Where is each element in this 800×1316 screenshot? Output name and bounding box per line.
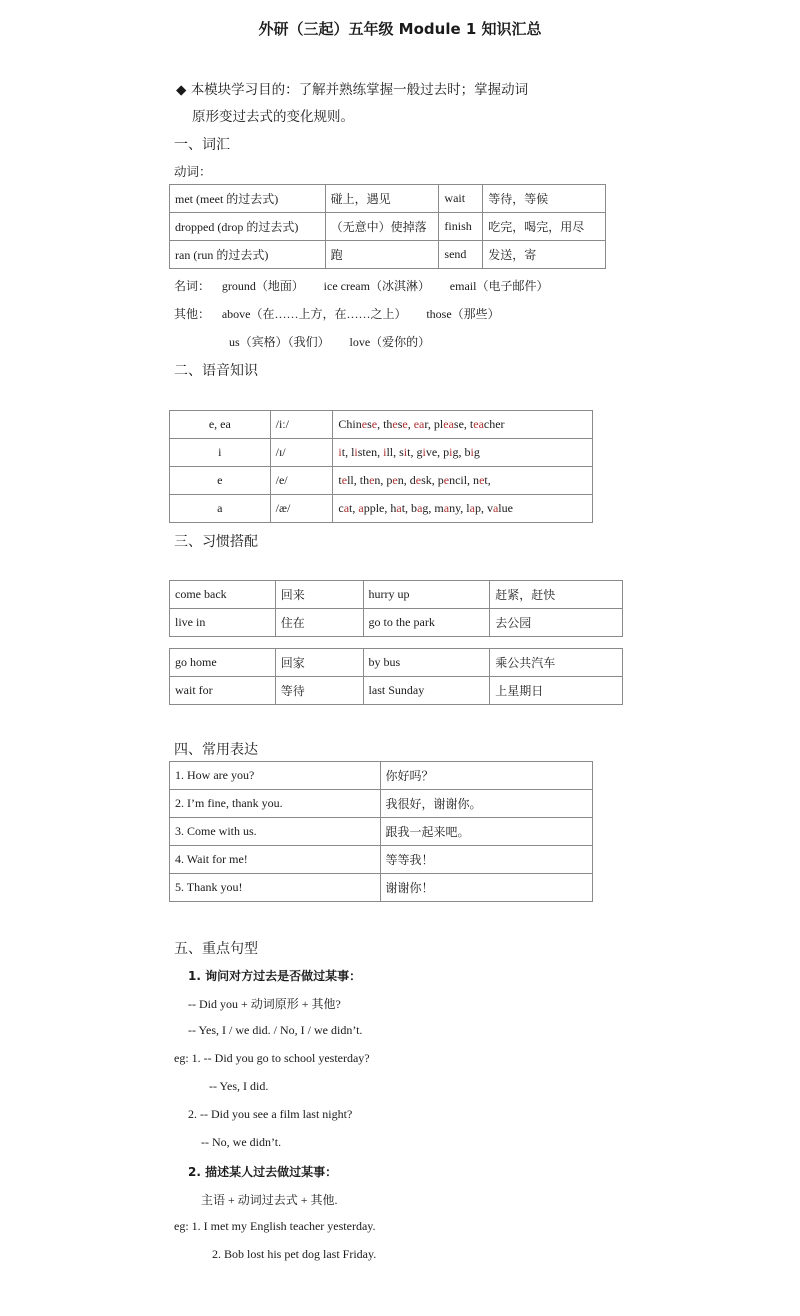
phonics-letters: a [170,495,271,523]
phonics-highlight: a [396,501,402,515]
phonics-letters: i [170,439,271,467]
noun-item: email（电子邮件） [449,279,549,293]
expression-en: 4. Wait for me! [170,846,381,874]
phonics-highlight: a [343,501,350,515]
phrase-row-cell: live in [170,609,276,637]
phrase-row-cell: 去公园 [490,609,623,637]
phonics-text: t, g [407,445,423,459]
phonics-highlight: e [371,417,378,431]
expression-en: 3. Come with us. [170,818,381,846]
phonics-table [169,410,593,523]
expression-cn: 等等我！ [380,846,592,874]
phonics-highlight: i [470,445,474,459]
phonics-text: se, t [453,417,474,431]
phonics-words [333,439,593,467]
phrase-row [170,581,623,609]
phonics-words [333,495,593,523]
expression-en: 2. I’m fine, thank you. [170,790,381,818]
phonics-highlight: i [449,445,453,459]
phonics-highlight: ea [473,417,484,431]
phrase-row-cell: 上星期日 [490,677,623,705]
page-title: 外研（三起）五年级 Module 1 知识汇总 [258,20,542,38]
section-patterns-heading: 五、重点句型 [174,941,258,957]
phonics-highlight: e [341,473,348,487]
phonics-words [333,467,593,495]
other-line-2 [229,333,430,350]
expression-row [170,790,593,818]
phonics-text: lue [498,501,513,515]
phonics-text: sten, [357,445,384,459]
pattern-1-example-2: 2. -- Did you see a film last night? [188,1107,353,1121]
phonics-text: cher [483,417,505,431]
phrase-row-cell: 赶紧，赶快 [490,581,623,609]
verb-row [170,241,606,269]
phonics-highlight: ea [443,417,454,431]
phrase-row [170,609,623,637]
verb-row-cell: 等待，等候 [483,185,606,213]
phonics-text: pple, h [363,501,397,515]
pattern-1-title: 1. 询问对方过去是否做过某事： [188,969,362,983]
phonics-highlight: e [443,473,450,487]
verb-row-cell: met (meet 的过去式) [170,185,326,213]
phonics-text: sk, p [421,473,444,487]
expression-row [170,762,593,790]
phonics-highlight: e [361,417,368,431]
phrase-table-2 [169,648,623,705]
phonics-highlight: e [402,417,408,431]
goal-line-1: ◆ 本模块学习目的：了解并熟练掌握一般过去时；掌握动词 [176,82,529,98]
verb-row-cell: ran (run 的过去式) [170,241,326,269]
phonics-highlight: e [392,473,398,487]
expressions-table [169,761,593,902]
phonics-highlight: e [369,473,375,487]
phrase-row-cell: go to the park [363,609,490,637]
section-phrases-heading: 三、习惯搭配 [174,534,258,550]
phonics-highlight: i [403,445,408,459]
phonics-letters: e, ea [170,411,271,439]
phonics-text: g [473,445,480,459]
section-vocab-heading: 一、词汇 [174,137,230,153]
expression-cn: 我很好，谢谢你。 [380,790,592,818]
phrase-row-cell: 住在 [275,609,363,637]
phonics-sound: /æ/ [270,495,333,523]
verb-row [170,185,606,213]
phonics-text: t, l [341,445,355,459]
phonics-highlight: a [417,501,423,515]
verb-row-cell: 碰上，遇见 [325,185,439,213]
verb-row [170,213,606,241]
verb-row-cell: 跑 [325,241,439,269]
phonics-text: t, b [401,501,418,515]
expression-cn: 跟我一起来吧。 [380,818,592,846]
phonics-text: , [407,417,414,431]
expression-row [170,846,593,874]
other-line-1: 其他： above（在……上方，在……之上） those（那些） [174,307,500,321]
phrase-row-cell: go home [170,649,276,677]
phonics-text: r, pl [424,417,444,431]
pattern-2-example-2: 2. Bob lost his pet dog last Friday. [212,1247,377,1261]
phonics-highlight: i [383,445,387,459]
phonics-highlight: i [354,445,358,459]
verb-row-cell: send [439,241,483,269]
phrase-row-cell: 等待 [275,677,363,705]
verb-table [169,184,606,269]
verb-row-cell: dropped (drop 的过去式) [170,213,326,241]
phonics-row [170,439,593,467]
pattern-1-example-2-answer: -- No, we didn’t. [201,1135,282,1149]
phonics-highlight: i [422,445,426,459]
phonics-text: ncil, n [449,473,480,487]
phonics-letters: e [170,467,271,495]
other-item: us（宾格）（我们） [229,335,330,349]
phonics-sound: /iː/ [270,411,333,439]
other-item: love（爱你的） [349,335,431,349]
verb-row-cell: wait [439,185,483,213]
pattern-1-line-1: -- Did you + 动词原形 + 其他? [188,997,341,1011]
phrase-table-1 [169,580,623,637]
section-phonics-heading: 二、语音知识 [174,363,258,379]
pattern-2-title: 2. 描述某人过去做过某事： [188,1165,338,1179]
phrase-row-cell: last Sunday [363,677,490,705]
phonics-text: g, b [452,445,471,459]
phonics-highlight: e [479,473,485,487]
section-expressions-heading: 四、常用表达 [174,742,258,758]
phonics-text: ll, th [347,473,370,487]
phonics-text: ny, l [449,501,470,515]
phonics-text: ve, p [425,445,450,459]
phonics-highlight: e [415,473,422,487]
expression-row [170,818,593,846]
phrase-row-cell: 回家 [275,649,363,677]
pattern-2-example-1: eg: 1. I met my English teacher yesterday. [174,1219,376,1233]
phonics-sound: /ɪ/ [270,439,333,467]
phrase-row-cell: 回来 [275,581,363,609]
phrase-row-cell: hurry up [363,581,490,609]
phonics-highlight: i [338,445,342,459]
phonics-highlight: a [358,501,364,515]
verb-row-cell: （无意中）使掉落 [325,213,439,241]
phonics-highlight: ea [413,417,425,431]
phrase-row [170,677,623,705]
other-item: above（在……上方，在……之上） [221,307,407,321]
phonics-highlight: a [443,501,450,515]
noun-item: ice cream（冰淇淋） [323,279,430,293]
phonics-text: , th [377,417,393,431]
bullet-icon: ◆ [176,82,187,98]
pattern-1-line-2: -- Yes, I / we did. / No, I / we didn’t. [188,1023,363,1037]
phonics-text: s [367,417,372,431]
verb-label: 动词： [174,164,212,179]
phonics-text: t [338,473,342,487]
phonics-row [170,495,593,523]
phonics-text: g, m [422,501,444,515]
phonics-text: n, d [397,473,416,487]
phonics-text: s [397,417,403,431]
phonics-text: n, p [374,473,393,487]
phonics-highlight: a [469,501,475,515]
phrase-row-cell: 乘公共汽车 [490,649,623,677]
phrase-row-cell: by bus [363,649,490,677]
phonics-row [170,411,593,439]
noun-item: ground（地面） [221,279,304,293]
verb-row-cell: 吃完，喝完，用尽 [483,213,606,241]
phonics-text: Chin [338,417,362,431]
phonics-words [333,411,593,439]
phonics-text: p, v [474,501,493,515]
phonics-sound: /e/ [270,467,333,495]
pattern-1-example-1-answer: -- Yes, I did. [209,1079,269,1093]
verb-row-cell: 发送，寄 [483,241,606,269]
expression-row [170,874,593,902]
phrase-row [170,649,623,677]
expression-en: 1. How are you? [170,762,381,790]
phonics-highlight: e [392,417,398,431]
phrase-row-cell: wait for [170,677,276,705]
pattern-1-example-1: eg: 1. -- Did you go to school yesterday? [174,1051,370,1065]
noun-line: 名词： ground（地面） ice cream（冰淇淋） email（电子邮件） [174,279,549,293]
phonics-text: c [338,501,344,515]
phonics-highlight: a [492,501,499,515]
phonics-text: t, [349,501,359,515]
phonics-text: t, [484,473,491,487]
pattern-2-line-1: 主语 + 动词过去式 + 其他. [201,1193,338,1207]
phrase-row-cell: come back [170,581,276,609]
goal-line-2: 原形变过去式的变化规则。 [192,109,354,125]
other-item: those（那些） [426,307,500,321]
expression-cn: 你好吗？ [380,762,592,790]
verb-row-cell: finish [439,213,483,241]
phonics-row [170,467,593,495]
phonics-text: ll, s [386,445,404,459]
expression-en: 5. Thank you! [170,874,381,902]
expression-cn: 谢谢你！ [380,874,592,902]
